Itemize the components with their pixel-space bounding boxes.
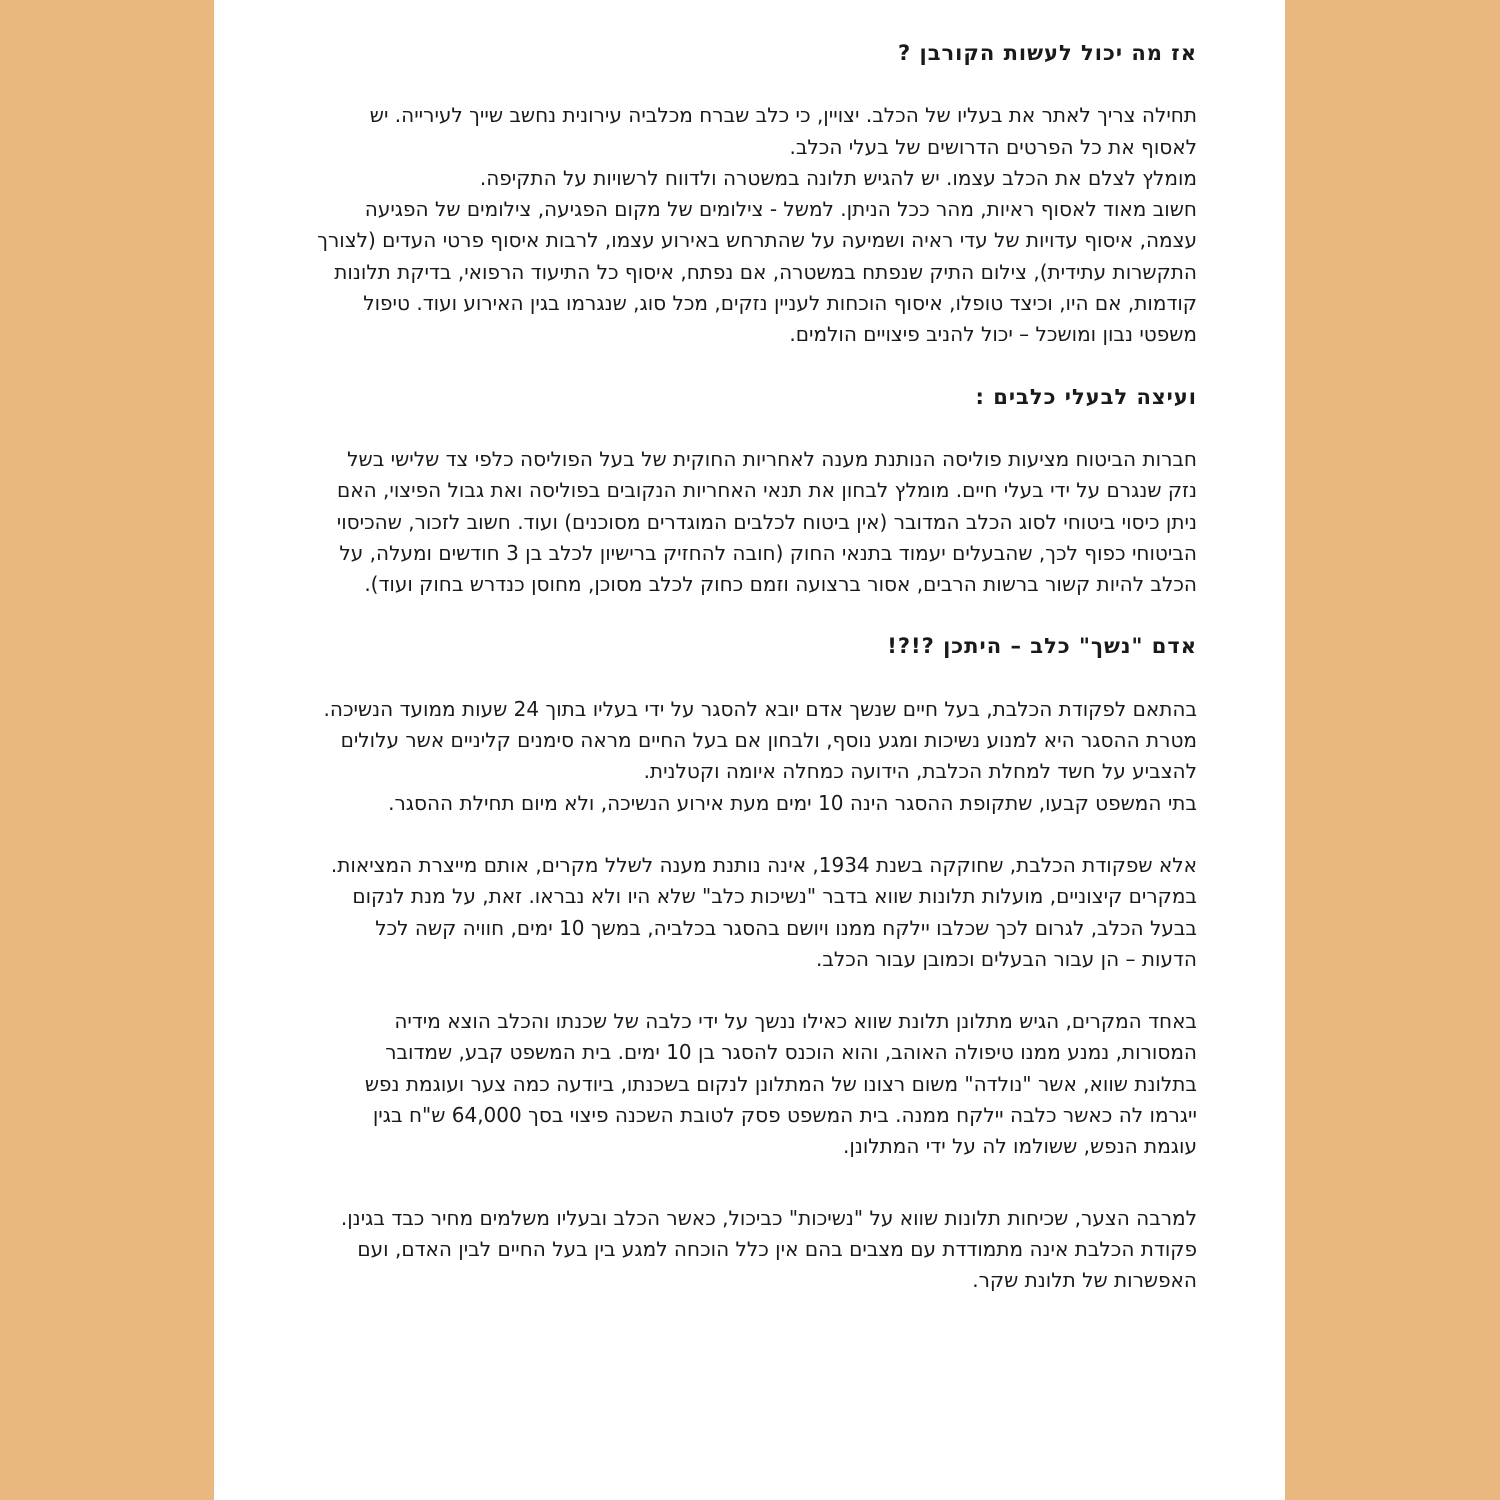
paragraph: אלא שפקודת הכלבת, שחוקקה בשנת 1934, אינה נותנת מענה לשלל מקרים, אותם מייצרת המציאות. במקרים קיצוניים, מועלות תלונות שווא בדבר "נשיכות כלב" שלא היו ולא נבראו. זאת, על מנת לנקום בבעל הכלב, לגרום לכך שכלבו יילקח ממנו ויושם בהסגר בכלביה, במשך 10 ימים, חוויה קשה לכל הדעות – הן עבור הבעלים וכמובן עבור הכלב. [330,852,1197,971]
paragraph: תחילה צריך לאתר את בעליו של הכלב. יצויין, כי כלב שברח מכלביה עירונית נחשב שייך לעירייה. יש לאסוף את כל הפרטים הדרושים של בעלי הכלב. [369,103,1197,159]
paragraph: מומלץ לצלם את הכלב עצמו. יש להגיש תלונה במשטרה ולדווח לרשויות על התקיפה. [479,165,1197,190]
paragraph: חברות הביטוח מציעות פוליסה הנותנת מענה לאחריות החוקית של בעל הפוליסה כלפי צד שלישי בשל נזק שנגרם על ידי בעלי חיים. מומלץ לבחון את תנאי האחריות הנקובים בפוליסה ואת גבול הפיצוי, האם ניתן כיסוי ביטוחי לסוג הכלב המדובר (אין ביטוח לכלבים המוגדרים מסוכנים) ועוד. חשוב לזכור, שהכיסוי הביטוחי כפוף לכך, שהבעלים יעמוד בתנאי החוק (חובה להחזיק ברישיון לכלב בן 3 חודשים ומעלה, על הכלב להיות קשור ברשות הרבים, אסור ברצועה וזמם כחוק לכלב מסוכן, מחוסן כנדרש בחוק ועוד). [336,446,1197,597]
section-heading-victim: אז מה יכול לעשות הקורבן ? [898,41,1197,65]
document-body [317,38,1197,1297]
document-page [214,0,1285,1500]
paragraph: חשוב מאוד לאסוף ראיות, מהר ככל הניתן. למשל - צילומים של מקום הפגיעה, צילומים של הפגיעה עצמה, איסוף עדויות של עדי ראיה ושמיעה על שהתרחש באירוע עצמו, לרבות איסוף פרטי העדים (לצורך התקשרות עתידית), צילום התיק שנפתח במשטרה, אם נפתח, איסוף כל התיעוד הרפואי, בדיקת תלונות קודמות, אם היו, וכיצד טופלו, איסוף הוכחות לעניין נזקים, מכל סוג, שנגרמו בגין האירוע ועוד. טיפול משפטי נבון ומושכל – יכול להניב פיצויים הולמים. [317,197,1197,347]
paragraph: בתי המשפט קבעו, שתקופת ההסגר הינה 10 ימים מעת אירוע הנשיכה, ולא מיום תחילת ההסגר. [388,790,1197,815]
paragraph: באחד המקרים, הגיש מתלונן תלונת שווא כאילו ננשך על ידי כלבה של שכנתו והכלב הוצא מידיה המסורות, נמנע ממנו טיפולה האוהב, והוא הוכנס להסגר בן 10 ימים. בית המשפט קבע, שמדובר בתלונת שווא, אשר "נולדה" משום רצונו של המתלונן לנקום בשכנתו, ביודעה כמה צער ועוגמת נפש ייגרמו לה כאשר כלבה יילקח ממנה. בית המשפט פסק לטובת השכנה פיצוי בסך 64,000 ש"ח בגין עוגמת הנפש, ששולמו לה על ידי המתלונן. [364,1009,1197,1159]
section-heading-owners-advice: ועיצה לבעלי כלבים : [975,384,1197,409]
paragraph: למרבה הצער, שכיחות תלונות שווא על "נשיכות" כביכול, כאשר הכלב ובעליו משלמים מחיר כבד בגינן. פקודת הכלבת אינה מתמודדת עם מצבים בהם אין כלל הוכחה למגע בין בעל החיים לבין האדם, ועם האפשרות של תלונת שקר. [340,1205,1197,1293]
paragraph: בהתאם לפקודת הכלבת, בעל חיים שנשך אדם יובא להסגר על ידי בעליו בתוך 24 שעות ממועד הנשיכה. מטרת ההסגר היא למנוע נשיכות ומגע נוסף, ולבחון אם בעל החיים מראה סימנים קליניים אשר עלולים להצביע על חשד למחלת הכלבת, הידועה כמחלה איומה וקטלנית. [323,696,1197,784]
section-heading-man-bites-dog: אדם "נשך" כלב – היתכן ?!?! [887,634,1197,659]
